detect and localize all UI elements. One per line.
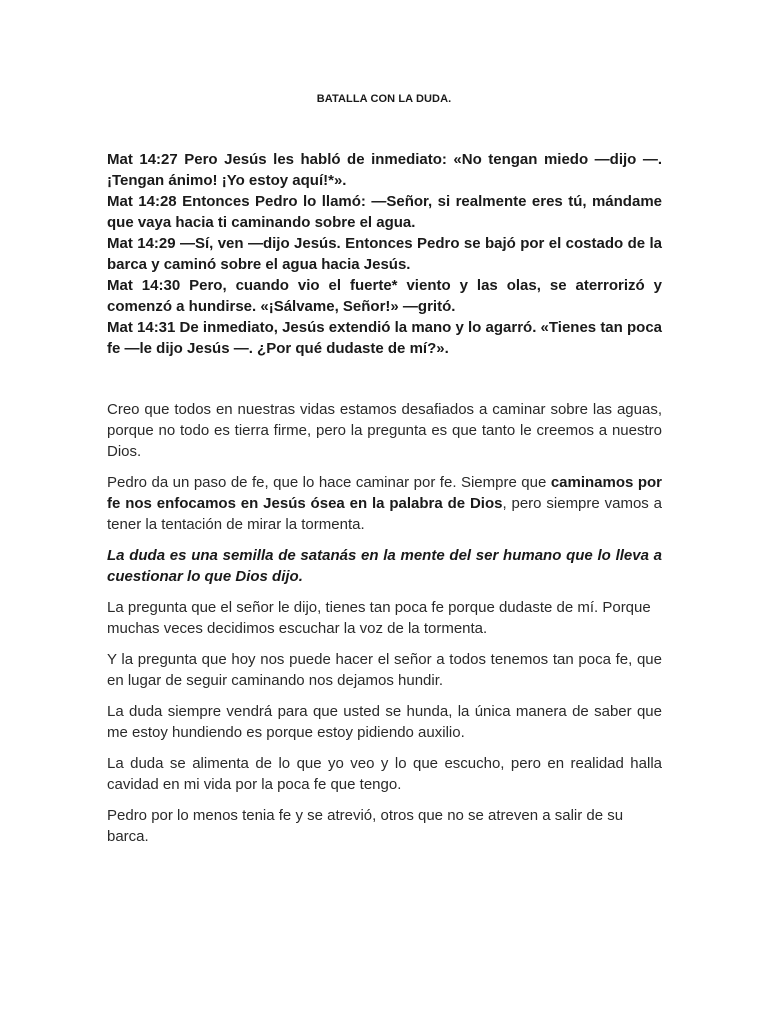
scripture-verses <box>107 149 662 359</box>
verse-mat-14-27: Mat 14:27 Pero Jesús les habló de inmediato: «No tengan miedo —dijo —. ¡Tengan ánimo! ¡Yo estoy aquí!*». <box>107 151 662 189</box>
paragraph-2-emphasis: caminamos por fe nos enfocamos en Jesús ósea en la palabra de Dios <box>107 474 662 512</box>
paragraph-6: La duda siempre vendrá para que usted se hunda, la única manera de saber que me estoy hundiendo es porque estoy pidiendo auxilio. <box>107 703 662 741</box>
body-text <box>107 399 662 857</box>
paragraph-5: Y la pregunta que hoy nos puede hacer el señor a todos tenemos tan poca fe, que en lugar de seguir caminando nos dejamos hundir. <box>107 651 662 689</box>
paragraph-7: La duda se alimenta de lo que yo veo y lo que escucho, pero en realidad halla cavidad en mi vida por la poca fe que tengo. <box>107 755 662 793</box>
paragraph-2-ending: , pero siempre vamos a tener la tentación de mirar la tormenta. <box>107 495 662 533</box>
verse-mat-14-31: Mat 14:31 De inmediato, Jesús extendió la mano y lo agarró. «Tienes tan poca fe —le dijo Jesús —. ¿Por qué dudaste de mí?». <box>107 319 662 357</box>
paragraph-3-highlight: La duda es una semilla de satanás en la mente del ser humano que lo lleva a cuestionar lo que Dios dijo. <box>107 547 662 585</box>
paragraph-2 <box>107 472 662 535</box>
paragraph-8: Pedro por lo menos tenia fe y se atrevió, otros que no se atreven a salir de su barca. <box>107 807 624 845</box>
paragraph-4: La pregunta que el señor le dijo, tienes tan poca fe porque dudaste de mí. Porque muchas veces decidimos escuchar la voz de la tormenta. <box>107 599 651 637</box>
verse-mat-14-28: Mat 14:28 Entonces Pedro lo llamó: —Señor, si realmente eres tú, mándame que vaya hacia ti caminando sobre el agua. <box>107 193 662 231</box>
verse-mat-14-30: Mat 14:30 Pero, cuando vio el fuerte* viento y las olas, se aterrorizó y comenzó a hundirse. «¡Sálvame, Señor!» —gritó. <box>107 277 662 315</box>
paragraph-2-intro: Pedro da un paso de fe, que lo hace caminar por fe. Siempre que <box>107 474 551 491</box>
document-title: BATALLA CON LA DUDA. <box>316 93 452 105</box>
paragraph-1: Creo que todos en nuestras vidas estamos desafiados a caminar sobre las aguas, porque no todo es tierra firme, pero la pregunta es que tanto le creemos a nuestro Dios. <box>107 401 662 460</box>
verse-mat-14-29: Mat 14:29 —Sí, ven —dijo Jesús. Entonces Pedro se bajó por el costado de la barca y caminó sobre el agua hacia Jesús. <box>107 235 662 273</box>
